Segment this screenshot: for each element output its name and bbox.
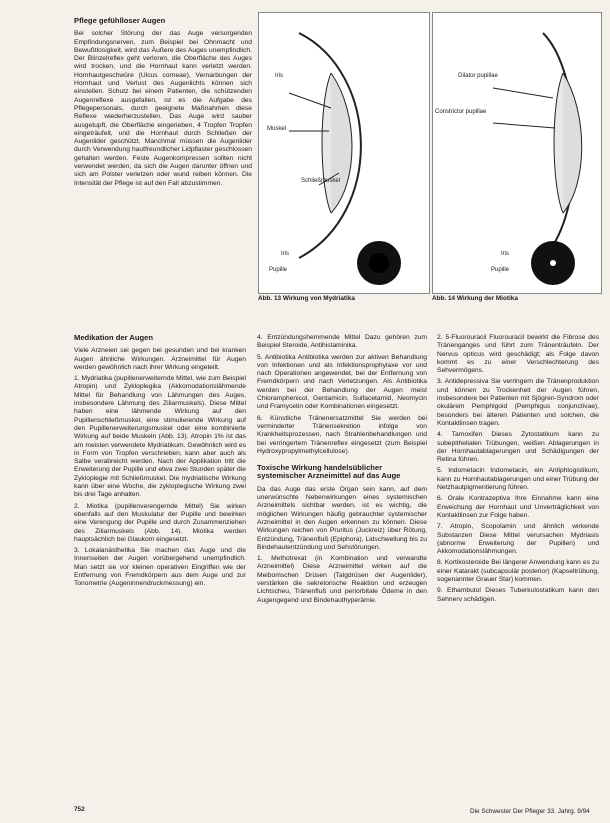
toxic-item-4: 4. Tamoxifen Dieses Zytostatikum kann zu subepithelialen Trübungen, weißen Ablagerungen in der Hornhautablagerungen und Schädigungen der Retina führen. (437, 431, 599, 464)
column-2 (257, 334, 427, 608)
label-iris-small: Iris (281, 251, 289, 257)
eye-cross-section-diagram-2 (433, 13, 601, 293)
label-iris-small-2: Iris (501, 251, 509, 257)
label-pupil-2: Pupille (491, 267, 510, 273)
toxic-effects-heading: Toxische Wirkung handelsüblicher systemischer Arzneimittel auf das Auge (257, 463, 401, 481)
figure2-caption: Abb. 14 Wirkung der Miotika (432, 295, 518, 302)
toxic-item-3: 3. Antidepressiva Sie verringern die Tränenproduktion und können zu Trockenheit der Augen führen, insbesondere bei Patienten mit Sjögren-Syndrom oder okulärem Pemphigoid (Pemphigus conjunctivae), besonders bei älteren Patienten und solchen, die Kontaktlinsen tragen. (437, 378, 599, 427)
figure-miotics (432, 12, 602, 294)
eye-care-paragraph: Bei solcher Störung der das Auge versorgenden Empfindungsnerven, zum Beispiel bei Ohnmacht und Bewußtlosigkeit, wird das Äußere des Auges unempfindlich. Der Blinzelreflex geht verloren, die Oberfläche des Auges wird trocken, und die Hornhaut kann verletzt werden. Hornhautgeschwüre (Ulcus corneae), Vernarbungen der Hornhaut und Verlust des Augenlichts können sich einstellen. Schutz bei einem Patienten, die schützenden Augenreflexe ausgefallen, ist es die Aufgabe des Pflegepersonals, durch geeignete Maßnahmen diese Reflexe wiederherzustellen. Das Auge wird sauber ausgetupft, die Oberfläche eingerieben, 4 Tropfen Tropfen eingeträufelt, und die Hornhaut durch Schließen der Augenlider geschützt. Manchmal müssen die Augenlider durch Verwendung hautfreundlicher Lidpflaster geschlossen gehalten werden. Feste Augenkompressen sollten nicht verwendet werden, da sich die Augen darunter öffnen und sich am Polster verletzen oder wund reiben können. Die Intensität der Pflege ist auf den Fall abzustimmen. (74, 30, 252, 187)
label-constrictor: Constrictor pupillae (435, 109, 487, 115)
source-line: Die Schwester Der Pfleger 33. Jahrg. 9/94 (470, 808, 590, 815)
medication-item-4: 4. Entzündungshemmende Mittel Dazu gehören zum Beispiel Steroide, Antihistaminika. (257, 334, 427, 350)
medication-item-1: 1. Mydriatika (pupillenerweiternde Mittel, wie zum Beispiel Atropin) und Zykloplegika (Akkomodationslähmende Mittel für Behandlung von Lähmungen des Auges, insbesondere Lähmung des Ziliarmuskels). Diese Mittel haben eine lähmende Wirkung auf den Pupillenschließmuskel, eine stimulierende Wirkung auf den Pupillenerweiterungsmuskel oder eine kombinierte Wirkung auf beide Muskeln (Abb. 13). Atropin 1% ist das am meisten verwendete Mydriatikum. Gewöhnlich wird es in Form von Tropfen verschrieben, kann aber auch als Salbe verabreicht werden. Nach der Applikation tritt die Erweiterung der Pupille und etwa zwei Stunden später die Zykloplegie mit Schließmuskel. Die mydriatische Wirkung kann über eine Woche, die zykloplegische Wirkung zwei bis drei Tage anhalten. (74, 375, 246, 499)
label-sphincter: Schließmuskel (301, 178, 341, 184)
toxic-item-8: 8. Kortikosteroide Bei längerer Anwendung kann es zu einer Katarakt (subcapsulär posterior) (Kapseltrübung, sogenannter Grauer Star) kommen. (437, 559, 599, 584)
column-1 (74, 334, 246, 592)
toxic-item-1: 1. Methotrexat (in Kombination und verwandte Arzneimittel) Diese Arzneimittel wirken auf die Meibomschen Drüsen (Talgdrüsen der Augenlider), verstärken die sekretorische Reaktion und erzeugen Lichtscheu, Tränenfluß und periorbitale Ödeme in den Augengegend und Bindehauthyperämie. (257, 555, 427, 604)
medication-item-6: 6. Künstliche Tränenersatzmittel Sie werden bei verminderter Tränensekretion infolge von Krankheitsprozessen, nach Strahlenbehandlungen und bei verringertem Tränenreflex eingesetzt (zum Beispiel Hydroxypropylmethylcellulose). (257, 414, 427, 455)
medication-item-2: 2. Miotika (pupillenverengernde Mittel) Sie wirken ebenfalls auf den Muskulatur der Pupille und bewirken eine Verengung der Pupille und durch Zusammenziehen des Ziliarmuskels (Abb. 14). Miotika werden hauptsächlich bei Glaukom eingesetzt. (74, 502, 246, 543)
eye-care-heading: Pflege gefühlloser Augen (74, 16, 166, 25)
toxic-item-2: 2. 5-Fluorouracil Fluorouracil bewirkt die Fibrose des Tränenganges und führt zum Tränenträufeln. Der Nervus opticus wird geschädigt; als Folge davon kommt es zu einer Verschlechterung des Sehvermögens. (437, 334, 599, 375)
eye-care-section (74, 17, 252, 191)
medication-intro: Viele Arzneien sei gegen bei gesunden und bei kranken Augen ähnliche Wirkungen. Arzneimittel für Augen werden gewöhnlich nach ihrer Wirkung eingeteilt. (74, 347, 246, 371)
label-muscle: Muskel (267, 126, 287, 132)
figure-mydriatics (258, 12, 430, 294)
toxic-item-6: 6. Orale Kontrazeptiva Ihre Einnahme kann eine Erweichung der Hornhaut und Unverträglichkeit von Kontaktlinsen zur Folge haben. (437, 495, 599, 519)
page-number: 752 (74, 806, 85, 813)
label-dilator: Dilator pupillae (458, 73, 498, 79)
figure1-caption: Abb. 13 Wirkung von Mydriatika (258, 295, 355, 302)
column-3 (437, 334, 599, 607)
medication-item-3: 3. Lokalanästhetika Sie machen das Auge und die Innenseiten der Augen vorübergehend unempfindlich. Man setzt sie vor kleinen operativen Eingriffen wie der Entfernung von Fremdkörpern aus dem Auge und zur Tonometrie (Augeninnendruckmessung) ein. (74, 547, 246, 588)
medication-heading: Medikation der Augen (74, 333, 154, 342)
toxic-item-7: 7. Atropin, Scopolamin und ähnlich wirkende Substanzen Diese Mittel verursachen Mydriasis (abnorme Erweiterung der Pupillen) und Akkomodationslähmungen. (437, 523, 599, 556)
label-iris: Iris (275, 73, 283, 79)
medication-item-5: 5. Antibiotika Antibiotika werden zur aktiven Behandlung von Infektionen und als Infektionsprophylaxe vor und nach Operationen angewendet, bei der Entfernung von Fremdkörpern und nach Verletzungen. Als Antibiotika werden bei der Behandlung der Augen meist Chloramphenicol, Gentamicin, Sulfacetamid, Neomycin und Framycetin oder Kombinationen eingesetzt. (257, 353, 427, 411)
toxic-effects-paragraph: Da das Auge das erste Organ sein kann, auf dem unerwünschte Nebenwirkungen eines systemischen Arzneimittels sichtbar werden, ist es wichtig, die möglichen Wirkungen häufig gebrauchter systemischer Arzneimittel in den Augen erkennen zu können. Diese Wirkungen reichen von Pruritus (Juckreiz) über Rötung, Entzündung, Tränenfluß (Epiphora), Lidschwellung bis zu Bindehautentzündung und Sehstörungen. (257, 485, 427, 551)
label-pupil: Pupille (269, 267, 288, 273)
toxic-item-9: 9. Ethambutol Dieses Tuberkulostatikum kann den Sehnerv schädigen. (437, 587, 599, 603)
toxic-item-5: 5. Indometacin Indometacin, ein Antiphlogistikum, kann zu Hornhautablagerungen und einer Trübung der Netzhautpigmentierung führen. (437, 467, 599, 492)
